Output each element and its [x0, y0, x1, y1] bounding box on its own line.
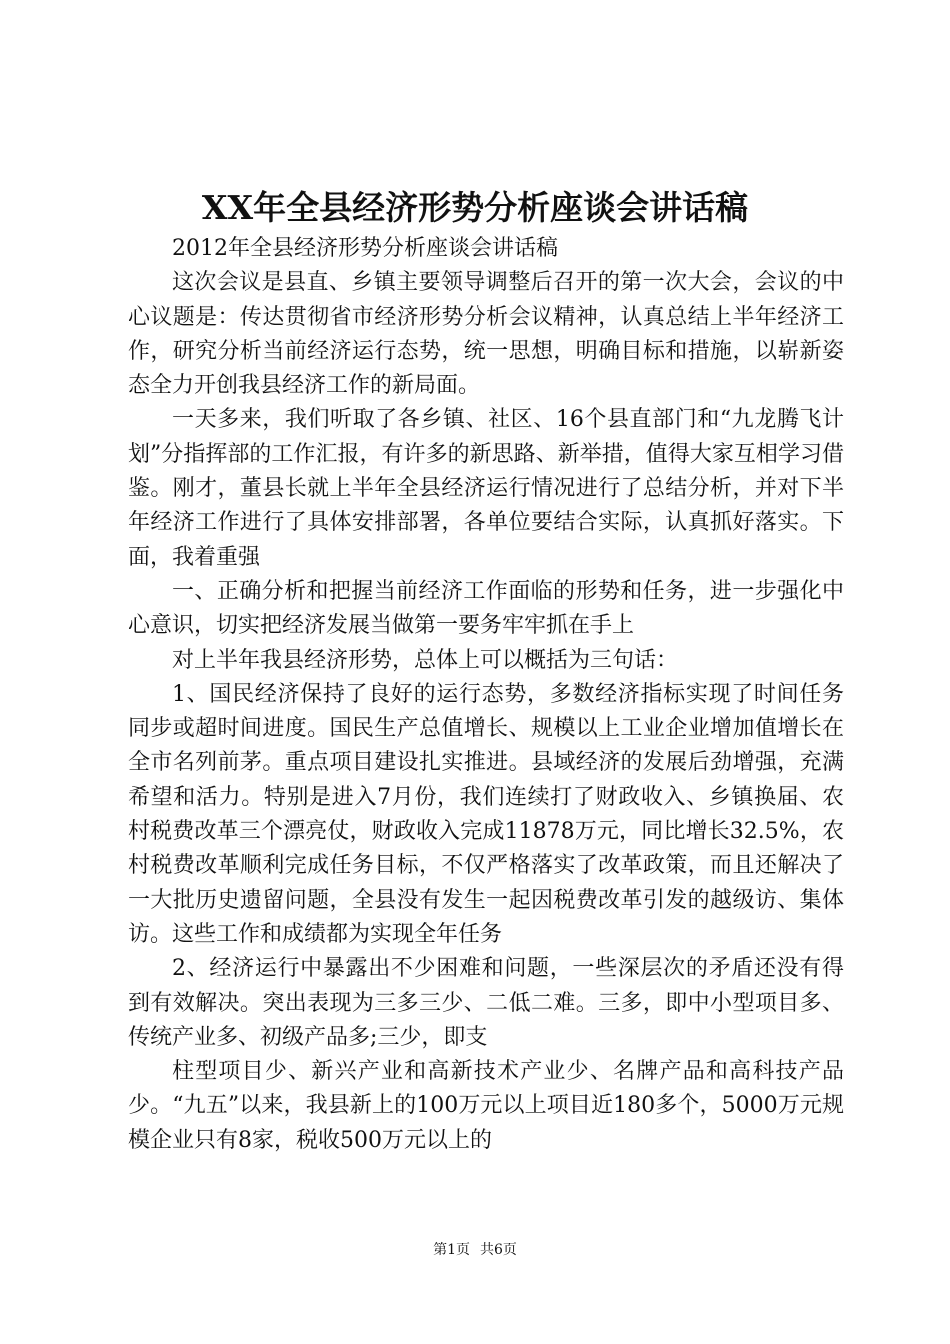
document-subtitle: 2012年全县经济形势分析座谈会讲话稿 — [172, 236, 558, 261]
paragraph-point-two: 2、经济运行中暴露出不少困难和问题，一些深层次的矛盾还没有得到有效解决。突出表现为三多三少、二低二难。三多，即中小型项目多、传统产业多、初级产品多;三少，即支 — [128, 956, 844, 1050]
page-total: 共6页 — [480, 1242, 517, 1258]
document-title: XX年全县经济形势分析座谈会讲话稿 — [201, 188, 749, 227]
document-body — [128, 232, 844, 1158]
paragraph-section-one-heading: 一、正确分析和把握当前经济工作面临的形势和任务，进一步强化中心意识，切实把经济发展当做第一要务牢牢抓在手上 — [128, 578, 844, 639]
paragraph-summary-lead: 对上半年我县经济形势，总体上可以概括为三句话： — [172, 647, 679, 673]
paragraph-intro: 这次会议是县直、乡镇主要领导调整后召开的第一次大会，会议的中心议题是：传达贯彻省市经济形势分析会议精神，认真总结上半年经济工作，研究分析当前经济运行态势，统一思想，明确目标和措施，以崭新姿态全力开创我县经济工作的新局面。 — [128, 270, 844, 399]
paragraph-point-one: 1、国民经济保持了良好的运行态势，多数经济指标实现了时间任务同步或超时间进度。国民生产总值增长、规模以上工业企业增加值增长在全市名列前茅。重点项目建设扎实推进。县域经济的发展后劲增强，充满希望和活力。特别是进入7月份，我们连续打了财政收入、乡镇换届、农村税费改革三个漂亮仗，财政收入完成11878万元，同比增长32.5%，农村税费改革顺利完成任务目标，不仅严格落实了改革政策，而且还解决了一大批历史遗留问题，全县没有发生一起因税费改革引发的越级访、集体访。这些工作和成绩都为实现全年任务 — [128, 681, 844, 947]
paragraph-reports: 一天多来，我们听取了各乡镇、社区、16个县直部门和“九龙腾飞计划”分指挥部的工作汇报，有许多的新思路、新举措，值得大家互相学习借鉴。刚才，董县长就上半年全县经济运行情况进行了总结分析，并对下半年经济工作进行了具体安排部署，各单位要结合实际，认真抓好落实。下面，我着重强 — [128, 407, 844, 570]
page-footer — [0, 1240, 950, 1260]
page-number: 第1页 — [433, 1242, 470, 1258]
paragraph-continuation: 柱型项目少、新兴产业和高新技术产业少、名牌产品和高科技产品少。“九五”以来，我县新上的100万元以上项目近180多个，5000万元规模企业只有8家，税收500万元以上的 — [128, 1059, 844, 1153]
